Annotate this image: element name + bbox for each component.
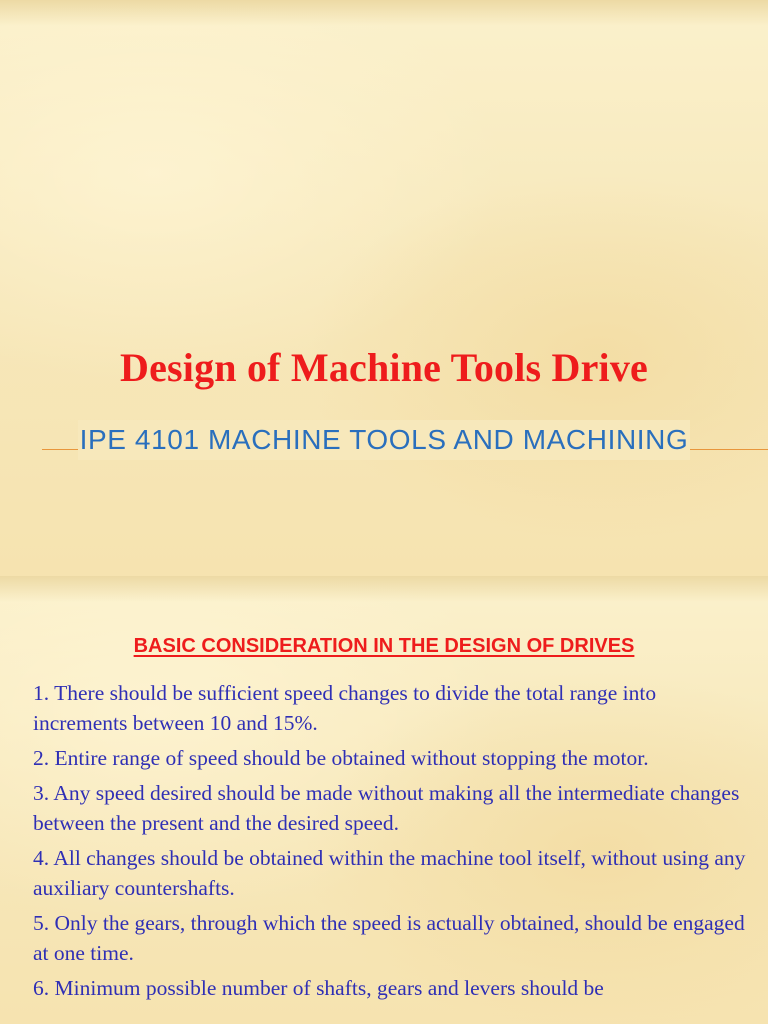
- list-item: 4. All changes should be obtained within the machine tool itself, without using any auxiliary countershafts.: [33, 846, 746, 900]
- list-item: 1. There should be sufficient speed changes to divide the total range into increments between 10 and 15%.: [33, 681, 657, 735]
- list-item: 6. Minimum possible number of shafts, gears and levers should be: [33, 976, 604, 1000]
- slide-top-band: [0, 576, 768, 602]
- slide-title: Design of Machine Tools Drive: [119, 345, 649, 390]
- slide-subtitle: IPE 4101 MACHINE TOOLS AND MACHINING: [78, 420, 691, 460]
- list-item: 2. Entire range of speed should be obtained without stopping the motor.: [33, 746, 649, 770]
- section-heading: BASIC CONSIDERATION IN THE DESIGN OF DRIVES: [133, 635, 635, 657]
- slide-top-band: [0, 0, 768, 26]
- subtitle-container: [0, 420, 768, 460]
- list-item: 5. Only the gears, through which the speed is actually obtained, should be engaged at one time.: [33, 911, 745, 965]
- list-item: 3. Any speed desired should be made without making all the intermediate changes between the present and the desired speed.: [33, 781, 740, 835]
- content-slide: [0, 576, 768, 1024]
- consideration-list: [33, 678, 753, 1008]
